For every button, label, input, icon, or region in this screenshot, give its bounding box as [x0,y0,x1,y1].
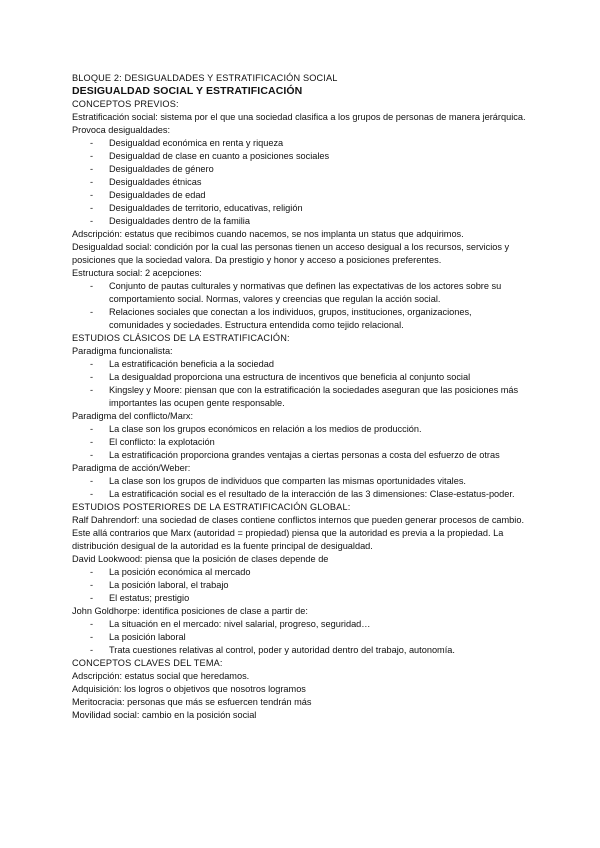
list-item: - La desigualdad proporciona una estructura de incentivos que beneficia al conjunto social [90,372,471,382]
list-item: - La estratificación social es el resultado de la interacción de las 3 dimensiones: Clase-estatus-poder. [90,489,515,499]
list-item: - El conflicto: la explotación [90,437,215,447]
list-item: - La estratificación beneficia a la sociedad [90,359,274,369]
list-item: - La clase son los grupos económicos en relación a los medios de producción. [90,424,422,434]
paragraph-goldthorpe: John Goldhorpe: identifica posiciones de clase a partir de: [72,606,308,616]
main-title: DESIGUALDAD SOCIAL Y ESTRATIFICACIÓN [72,85,303,97]
paragraph-dahrendorf: Ralf Dahrendorf: una sociedad de clases contiene conflictos internos que pueden generar procesos de cambio. Este allá contrarios que Marx (autoridad = propiedad) piensa que la autoridad es previa a la propiedad. La distribución desigual de la autoridad es la fuente principal de desigualdad. [72,515,524,551]
key-concept-movilidad: Movilidad social: cambio en la posición social [72,710,257,720]
paragraph-adscripcion: Adscripción: estatus que recibimos cuando nacemos, se nos implanta un status que adquirimos. [72,229,464,239]
list-item: - Desigualdad económica en renta y riqueza [90,138,284,148]
list-item: - Trata cuestiones relativas al control, poder y autoridad dentro del trabajo, autonomía. [90,645,455,655]
list-item: - Desigualdades de territorio, educativas, religión [90,203,303,213]
list-item: - Desigualdad de clase en cuanto a posiciones sociales [90,151,330,161]
paradigm-label-accion: Paradigma de acción/Weber: [72,463,191,473]
paradigm-label-conflicto: Paradigma del conflicto/Marx: [72,411,194,421]
list-item: - La situación en el mercado: nivel salarial, progreso, seguridad… [90,619,371,629]
list-item: - La estratificación proporciona grandes ventajas a ciertas personas a costa del esfuerzo de otras [90,450,500,460]
key-concept-meritocracia: Meritocracia: personas que más se esfuercen tendrán más [72,697,312,707]
document-page [72,72,528,722]
key-concept-adscripcion: Adscripción: estatus social que heredamos. [72,671,250,681]
list-acepciones [72,280,528,332]
list-item: - Kingsley y Moore: piensan que con la estratificación la sociedades aseguran que las posiciones más importantes las ocupen gente responsable. [90,385,519,408]
list-item: - La posición laboral [90,632,186,642]
paragraph-estructura-social: Estructura social: 2 acepciones: [72,268,202,278]
section-heading-conceptos-claves: CONCEPTOS CLAVES DEL TEMA: [72,658,223,668]
key-concept-adquisicion: Adquisición: los logros o objetivos que nosotros logramos [72,684,306,694]
list-desigualdades [72,137,528,228]
list-item: - Desigualdades de género [90,164,214,174]
section-heading-estudios-posteriores: ESTUDIOS POSTERIORES DE LA ESTRATIFICACIÓN GLOBAL: [72,502,351,512]
list-item: - Conjunto de pautas culturales y normativas que definen las expectativas de los actores sobre su comportamiento social. Normas, valores y creencias que regulan la acción social. [90,281,502,304]
list-item: - Desigualdades étnicas [90,177,202,187]
paragraph-desigualdad-social: Desigualdad social: condición por la cual las personas tienen un acceso desigual a los recursos, servicios y posiciones que la sociedad valora. Da prestigio y honor y acceso a posiciones preferentes. [72,242,510,265]
paragraph-lockwood: David Lookwood: piensa que la posición de clases depende de [72,554,329,564]
list-item: - La posición laboral, el trabajo [90,580,229,590]
block-title: BLOQUE 2: DESIGUALDADES Y ESTRATIFICACIÓN SOCIAL [72,73,338,83]
list-funcionalista [72,358,528,410]
section-heading-estudios-clasicos: ESTUDIOS CLÁSICOS DE LA ESTRATIFICACIÓN: [72,333,290,343]
list-item: - La posición económica al mercado [90,567,251,577]
list-item: - La clase son los grupos de individuos que comparten las mismas oportunidades vitales. [90,476,466,486]
list-goldthorpe [72,618,528,657]
list-item: - El estatus; prestigio [90,593,190,603]
list-lockwood [72,566,528,605]
list-accion [72,475,528,501]
list-item: - Relaciones sociales que conectan a los individuos, grupos, instituciones, organizaciones, comunidades y sociedades. Estructura entendida como tejido relacional. [90,307,472,330]
list-item: - Desigualdades dentro de la familia [90,216,250,226]
paragraph-estratificacion: Estratificación social: sistema por el que una sociedad clasifica a los grupos de personas de manera jerárquica. Provoca desigualdades: [72,112,526,135]
list-conflicto [72,423,528,462]
paradigm-label-funcionalista: Paradigma funcionalista: [72,346,173,356]
list-item: - Desigualdades de edad [90,190,206,200]
section-heading-conceptos-previos: CONCEPTOS PREVIOS: [72,99,179,109]
